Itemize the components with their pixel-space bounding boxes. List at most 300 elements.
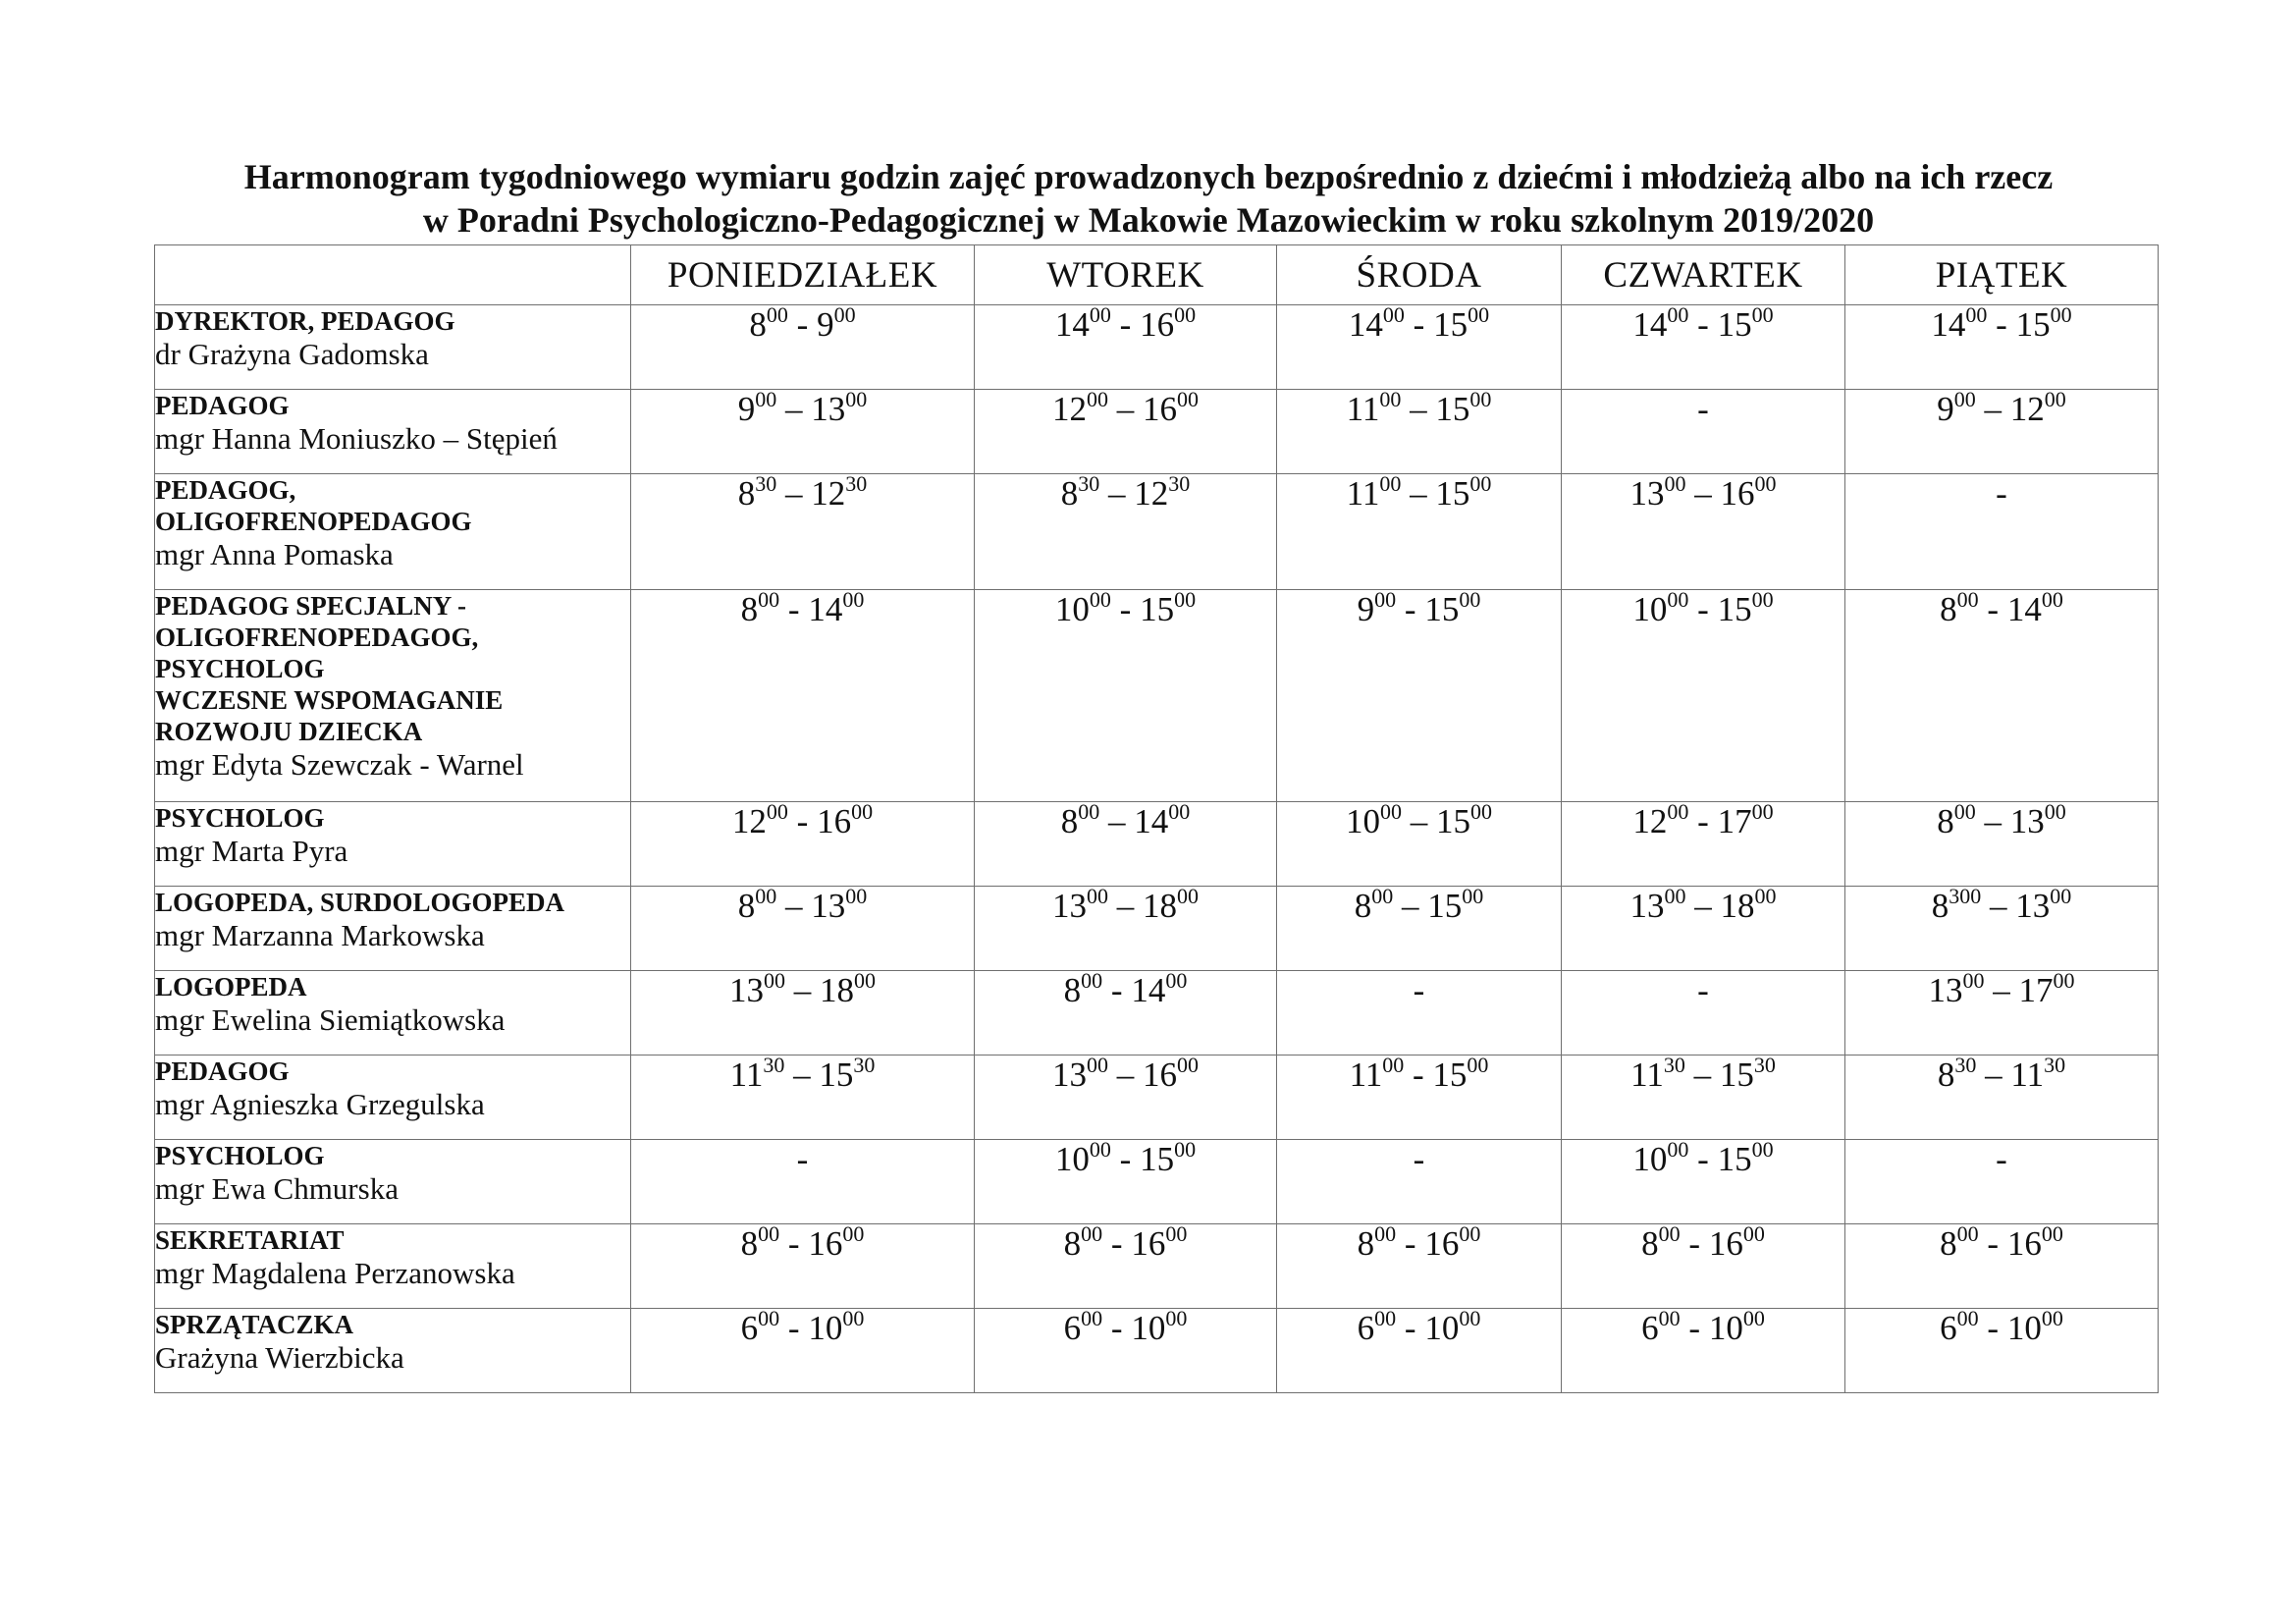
range-separator: - xyxy=(1396,1224,1425,1263)
hours-range xyxy=(740,1306,865,1347)
end-minutes: 00 xyxy=(842,1221,865,1246)
hours-range xyxy=(1632,1137,1774,1178)
start-minutes: 00 xyxy=(1953,799,1976,824)
hours-range xyxy=(1996,1140,2007,1178)
start-hour: 8 xyxy=(1931,887,1949,925)
range-separator: - xyxy=(1404,305,1434,344)
end-minutes: 00 xyxy=(1168,799,1191,824)
schedule-table xyxy=(154,244,2159,1393)
staff-role: LOGOPEDA xyxy=(155,972,307,1001)
start-minutes: 00 xyxy=(1667,1137,1689,1162)
start-hour: 13 xyxy=(1928,971,1963,1009)
hours-cell-tuesday xyxy=(975,1053,1277,1140)
hours-cell-monday xyxy=(631,1221,975,1309)
start-minutes: 00 xyxy=(1962,968,1985,993)
range-separator: - xyxy=(1688,305,1718,344)
range-separator: - xyxy=(1404,1056,1433,1094)
header-day-wednesday: ŚRODA xyxy=(1277,245,1562,305)
hours-cell-thursday xyxy=(1562,971,1845,1056)
start-hour: 13 xyxy=(1052,887,1087,925)
hours-range xyxy=(1937,387,2066,428)
end-hour: 14 xyxy=(808,590,843,628)
start-minutes: 00 xyxy=(1953,387,1976,411)
staff-role: PSYCHOLOG xyxy=(155,803,325,833)
end-minutes: 00 xyxy=(2044,799,2066,824)
start-hour: 14 xyxy=(1348,305,1383,344)
start-minutes: 00 xyxy=(1965,302,1988,327)
end-hour: 13 xyxy=(811,390,846,428)
hours-range xyxy=(1349,1053,1489,1094)
staff-role: PEDAGOG SPECJALNY - OLIGOFRENOPEDAGOG, PSYCHOLOG WCZESNE WSPOMAGANIE ROZWOJU DZIECKA xyxy=(155,591,504,746)
hours-cell-monday xyxy=(631,884,975,971)
end-hour: 16 xyxy=(1140,305,1175,344)
end-minutes: 30 xyxy=(845,471,868,496)
start-minutes: 00 xyxy=(1667,799,1689,824)
start-minutes: 00 xyxy=(1374,587,1397,612)
hours-cell-tuesday xyxy=(975,1221,1277,1309)
hours-range xyxy=(740,1221,865,1263)
no-hours-dash: - xyxy=(1413,971,1425,1009)
hours-cell-thursday xyxy=(1562,390,1845,474)
hours-cell-friday xyxy=(1845,1221,2159,1309)
end-hour: 16 xyxy=(1143,390,1177,428)
start-hour: 12 xyxy=(731,802,767,840)
start-minutes: 00 xyxy=(755,387,777,411)
hours-cell-friday xyxy=(1845,1306,2159,1393)
hours-cell-monday xyxy=(631,1306,975,1393)
start-minutes: 00 xyxy=(758,1221,780,1246)
table-row xyxy=(155,802,2159,887)
end-hour: 15 xyxy=(1432,1056,1468,1094)
hours-cell-tuesday xyxy=(975,387,1277,474)
hours-cell-tuesday xyxy=(975,302,1277,390)
staff-role: PEDAGOG xyxy=(155,391,290,420)
end-hour: 15 xyxy=(819,1056,854,1094)
end-minutes: 00 xyxy=(1469,471,1492,496)
range-separator: – xyxy=(776,887,812,925)
end-minutes: 00 xyxy=(833,302,856,327)
hours-cell-monday xyxy=(631,968,975,1056)
range-separator: - xyxy=(1688,1140,1718,1178)
start-minutes: 00 xyxy=(1374,1306,1397,1330)
hours-range xyxy=(737,471,868,513)
start-minutes: 00 xyxy=(1382,1053,1405,1077)
end-minutes: 00 xyxy=(1165,1221,1188,1246)
start-minutes: 30 xyxy=(1663,1053,1685,1077)
range-separator: - xyxy=(1987,305,2016,344)
staff-name: mgr Marzanna Markowska xyxy=(155,918,485,952)
range-separator: - xyxy=(1110,1140,1141,1178)
end-hour: 17 xyxy=(1717,802,1752,840)
hours-range xyxy=(1063,968,1188,1009)
end-minutes: 00 xyxy=(2041,587,2063,612)
start-hour: 8 xyxy=(749,305,767,344)
range-separator: – xyxy=(776,474,812,513)
hours-range xyxy=(1937,799,2066,840)
end-hour: 16 xyxy=(1708,1224,1743,1263)
range-separator: - xyxy=(1978,590,2007,628)
end-minutes: 00 xyxy=(842,1306,865,1330)
table-row xyxy=(155,474,2159,590)
staff-name: mgr Magdalena Perzanowska xyxy=(155,1256,515,1290)
hours-cell-monday xyxy=(631,387,975,474)
end-hour: 10 xyxy=(1131,1309,1166,1347)
hours-cell-thursday xyxy=(1562,587,1845,802)
start-hour: 13 xyxy=(1629,474,1665,513)
start-hour: 9 xyxy=(1357,590,1375,628)
hours-range xyxy=(1063,1306,1188,1347)
hours-cell-wednesday xyxy=(1277,587,1562,802)
staff-role: SEKRETARIAT xyxy=(155,1225,345,1255)
hours-cell-monday xyxy=(631,302,975,390)
end-minutes: 00 xyxy=(1467,1053,1489,1077)
range-separator: – xyxy=(1099,802,1135,840)
end-minutes: 00 xyxy=(2041,1221,2063,1246)
hours-cell-thursday xyxy=(1562,799,1845,887)
end-hour: 12 xyxy=(811,474,846,513)
start-hour: 9 xyxy=(1937,390,1954,428)
end-minutes: 30 xyxy=(853,1053,876,1077)
start-minutes: 00 xyxy=(1089,1137,1111,1162)
staff-cell xyxy=(155,971,631,1056)
start-minutes: 00 xyxy=(1664,471,1686,496)
hours-range xyxy=(1931,302,2072,344)
start-hour: 6 xyxy=(1063,1309,1082,1347)
range-separator: - xyxy=(1396,590,1425,628)
staff-name: mgr Agnieszka Grzegulska xyxy=(155,1087,485,1121)
start-hour: 8 xyxy=(1354,887,1372,925)
start-minutes: 00 xyxy=(1089,302,1111,327)
start-hour: 14 xyxy=(1931,305,1966,344)
hours-range xyxy=(1940,587,2063,628)
hours-range xyxy=(1641,1306,1765,1347)
hours-range xyxy=(1697,390,1709,428)
start-minutes: 300 xyxy=(1949,884,1982,908)
end-minutes: 00 xyxy=(2044,387,2066,411)
end-hour: 13 xyxy=(811,887,846,925)
range-separator: - xyxy=(779,1224,809,1263)
start-hour: 12 xyxy=(1052,390,1087,428)
end-minutes: 00 xyxy=(1468,302,1490,327)
staff-name: mgr Edyta Szewczak - Warnel xyxy=(155,747,524,782)
hours-cell-friday xyxy=(1845,302,2159,390)
hours-range xyxy=(729,968,876,1009)
end-hour: 15 xyxy=(1719,1056,1754,1094)
hours-cell-thursday xyxy=(1562,884,1845,971)
end-minutes: 00 xyxy=(1174,587,1197,612)
range-separator: – xyxy=(1684,1056,1720,1094)
no-hours-dash: - xyxy=(1697,971,1709,1009)
hours-cell-wednesday xyxy=(1277,884,1562,971)
end-hour: 9 xyxy=(817,305,834,344)
start-hour: 8 xyxy=(1063,971,1082,1009)
end-hour: 15 xyxy=(1717,590,1752,628)
end-minutes: 00 xyxy=(2050,884,2072,908)
hours-range xyxy=(1054,587,1197,628)
range-separator: – xyxy=(1976,1056,2011,1094)
staff-name: mgr Marta Pyra xyxy=(155,834,348,868)
hours-range xyxy=(749,302,856,344)
range-separator: – xyxy=(1984,971,2019,1009)
hours-cell-tuesday xyxy=(975,968,1277,1056)
no-hours-dash: - xyxy=(1996,474,2007,513)
staff-cell xyxy=(155,1056,631,1140)
end-minutes: 30 xyxy=(1168,471,1191,496)
staff-cell xyxy=(155,590,631,802)
end-hour: 15 xyxy=(1433,305,1468,344)
end-hour: 15 xyxy=(1427,887,1463,925)
start-hour: 13 xyxy=(729,971,764,1009)
staff-cell xyxy=(155,1224,631,1309)
start-minutes: 30 xyxy=(1078,471,1100,496)
end-minutes: 00 xyxy=(1462,884,1484,908)
range-separator: - xyxy=(1978,1309,2007,1347)
start-minutes: 30 xyxy=(1954,1053,1977,1077)
staff-role: PEDAGOG, OLIGOFRENOPEDAGOG xyxy=(155,475,472,536)
range-separator: - xyxy=(1102,971,1132,1009)
end-hour: 11 xyxy=(2010,1056,2045,1094)
no-hours-dash: - xyxy=(1413,1140,1425,1178)
hours-cell-wednesday xyxy=(1277,471,1562,590)
end-hour: 10 xyxy=(1708,1309,1743,1347)
start-minutes: 00 xyxy=(1371,884,1394,908)
end-hour: 16 xyxy=(1424,1224,1460,1263)
range-separator: - xyxy=(1680,1224,1709,1263)
range-separator: - xyxy=(1680,1309,1709,1347)
staff-cell xyxy=(155,887,631,971)
hours-cell-friday xyxy=(1845,968,2159,1056)
hours-cell-thursday xyxy=(1562,302,1845,390)
hours-range xyxy=(1414,1140,1425,1178)
hours-cell-wednesday xyxy=(1277,1221,1562,1309)
start-hour: 8 xyxy=(1060,802,1079,840)
end-minutes: 00 xyxy=(1751,587,1774,612)
range-separator: – xyxy=(785,971,820,1009)
start-hour: 8 xyxy=(1063,1224,1082,1263)
end-hour: 10 xyxy=(2006,1309,2042,1347)
staff-cell xyxy=(155,474,631,590)
end-minutes: 00 xyxy=(842,587,865,612)
range-separator: – xyxy=(1401,390,1436,428)
start-hour: 14 xyxy=(1632,305,1668,344)
hours-cell-thursday xyxy=(1562,471,1845,590)
hours-range xyxy=(1348,302,1490,344)
hours-cell-wednesday xyxy=(1277,1140,1562,1224)
table-row xyxy=(155,887,2159,971)
end-minutes: 00 xyxy=(1742,1221,1765,1246)
hours-cell-thursday xyxy=(1562,1053,1845,1140)
staff-cell xyxy=(155,1140,631,1224)
start-hour: 8 xyxy=(737,474,756,513)
hours-range xyxy=(1632,302,1774,344)
end-minutes: 00 xyxy=(1751,1137,1774,1162)
range-separator: – xyxy=(1685,474,1721,513)
end-minutes: 30 xyxy=(2044,1053,2066,1077)
title-line-2: w Poradni Psychologiczno-Pedagogicznej w Makowie Mazowieckim w roku szkolnym 2019/2020 xyxy=(422,200,1875,240)
range-separator: – xyxy=(1401,474,1436,513)
start-minutes: 00 xyxy=(1658,1306,1681,1330)
end-hour: 12 xyxy=(2009,390,2045,428)
range-separator: – xyxy=(1975,802,2010,840)
hours-range xyxy=(731,799,874,840)
end-minutes: 00 xyxy=(1754,471,1777,496)
end-minutes: 00 xyxy=(2041,1306,2063,1330)
table-row xyxy=(155,305,2159,390)
end-minutes: 00 xyxy=(1177,1053,1199,1077)
start-hour: 12 xyxy=(1632,802,1668,840)
start-hour: 9 xyxy=(737,390,756,428)
end-minutes: 00 xyxy=(1174,302,1197,327)
start-minutes: 00 xyxy=(1379,471,1402,496)
staff-role: PEDAGOG xyxy=(155,1056,290,1086)
staff-role: DYREKTOR, PEDAGOG xyxy=(155,306,455,336)
document-title xyxy=(118,155,2179,242)
end-minutes: 00 xyxy=(1174,1137,1197,1162)
start-minutes: 00 xyxy=(758,587,780,612)
end-minutes: 00 xyxy=(851,799,874,824)
hours-range xyxy=(729,1053,876,1094)
end-minutes: 00 xyxy=(845,884,868,908)
start-minutes: 00 xyxy=(758,1306,780,1330)
hours-cell-wednesday xyxy=(1277,799,1562,887)
start-minutes: 00 xyxy=(1078,799,1100,824)
hours-range xyxy=(1928,968,2075,1009)
hours-cell-thursday xyxy=(1562,1306,1845,1393)
hours-cell-friday xyxy=(1845,474,2159,590)
start-hour: 14 xyxy=(1054,305,1090,344)
start-minutes: 00 xyxy=(1087,387,1108,411)
end-hour: 12 xyxy=(1134,474,1169,513)
end-hour: 15 xyxy=(1424,590,1460,628)
start-hour: 11 xyxy=(729,1056,764,1094)
hours-range xyxy=(737,884,868,925)
end-hour: 16 xyxy=(808,1224,843,1263)
range-separator: - xyxy=(1110,305,1141,344)
range-separator: - xyxy=(1978,1224,2007,1263)
start-minutes: 00 xyxy=(1379,387,1402,411)
start-minutes: 00 xyxy=(1956,587,1979,612)
start-hour: 8 xyxy=(1937,1056,1955,1094)
table-row xyxy=(155,1224,2159,1309)
start-hour: 10 xyxy=(1054,1140,1090,1178)
range-separator: - xyxy=(779,1309,809,1347)
end-hour: 15 xyxy=(1140,1140,1175,1178)
start-hour: 8 xyxy=(740,590,759,628)
start-minutes: 00 xyxy=(766,799,788,824)
end-minutes: 00 xyxy=(1751,799,1774,824)
start-hour: 13 xyxy=(1052,1056,1087,1094)
end-hour: 15 xyxy=(2015,305,2051,344)
end-hour: 15 xyxy=(1717,305,1752,344)
hours-cell-friday xyxy=(1845,884,2159,971)
start-hour: 6 xyxy=(1641,1309,1659,1347)
start-hour: 8 xyxy=(1940,590,1957,628)
start-minutes: 00 xyxy=(1380,799,1402,824)
end-minutes: 00 xyxy=(1754,884,1777,908)
start-minutes: 30 xyxy=(755,471,777,496)
hours-range xyxy=(1346,387,1492,428)
end-hour: 15 xyxy=(1140,590,1175,628)
hours-range xyxy=(1357,1221,1481,1263)
range-separator: - xyxy=(1102,1224,1132,1263)
hours-cell-monday xyxy=(631,471,975,590)
end-minutes: 00 xyxy=(1165,1306,1188,1330)
hours-range xyxy=(1996,474,2007,513)
start-hour: 8 xyxy=(740,1224,759,1263)
table-row xyxy=(155,1140,2159,1224)
start-hour: 6 xyxy=(740,1309,759,1347)
header-row xyxy=(155,245,2159,305)
hours-cell-thursday xyxy=(1562,1137,1845,1224)
start-hour: 6 xyxy=(1357,1309,1375,1347)
start-hour: 6 xyxy=(1940,1309,1957,1347)
start-minutes: 00 xyxy=(1664,884,1686,908)
hours-cell-friday xyxy=(1845,799,2159,887)
end-minutes: 00 xyxy=(1742,1306,1765,1330)
start-hour: 8 xyxy=(1940,1224,1957,1263)
range-separator: - xyxy=(1396,1309,1425,1347)
hours-range xyxy=(1060,799,1191,840)
staff-cell xyxy=(155,802,631,887)
hours-cell-tuesday xyxy=(975,587,1277,802)
staff-name: Grażyna Wierzbicka xyxy=(155,1340,404,1375)
start-hour: 11 xyxy=(1630,1056,1664,1094)
schedule-body xyxy=(155,302,2159,1393)
start-hour: 8 xyxy=(1641,1224,1659,1263)
hours-cell-friday xyxy=(1845,1053,2159,1140)
range-separator: – xyxy=(1108,1056,1143,1094)
hours-range xyxy=(1414,971,1425,1009)
staff-cell xyxy=(155,390,631,474)
end-minutes: 00 xyxy=(1177,387,1199,411)
range-separator: - xyxy=(1102,1309,1132,1347)
end-hour: 15 xyxy=(1436,802,1470,840)
start-hour: 11 xyxy=(1346,390,1380,428)
hours-range xyxy=(1054,1137,1197,1178)
end-hour: 16 xyxy=(817,802,852,840)
hours-range xyxy=(1629,471,1777,513)
range-separator: – xyxy=(1393,887,1428,925)
start-hour: 10 xyxy=(1346,802,1380,840)
start-minutes: 00 xyxy=(1374,1221,1397,1246)
hours-range xyxy=(1940,1221,2063,1263)
start-hour: 11 xyxy=(1346,474,1380,513)
hours-cell-tuesday xyxy=(975,799,1277,887)
end-minutes: 00 xyxy=(1165,968,1188,993)
table-row xyxy=(155,971,2159,1056)
start-hour: 10 xyxy=(1054,590,1090,628)
hours-range xyxy=(1697,971,1709,1009)
range-separator: - xyxy=(787,305,818,344)
end-hour: 15 xyxy=(1435,390,1470,428)
end-minutes: 00 xyxy=(1459,1221,1481,1246)
hours-cell-tuesday xyxy=(975,1306,1277,1393)
range-separator: – xyxy=(1108,887,1143,925)
hours-range xyxy=(740,587,865,628)
start-minutes: 00 xyxy=(755,884,777,908)
hours-range xyxy=(1052,387,1199,428)
header-day-monday: PONIEDZIAŁEK xyxy=(631,245,975,305)
hours-cell-thursday xyxy=(1562,1221,1845,1309)
end-hour: 16 xyxy=(2006,1224,2042,1263)
staff-name: mgr Ewelina Siemiątkowska xyxy=(155,1002,506,1037)
hours-cell-monday xyxy=(631,1053,975,1140)
hours-range xyxy=(1052,1053,1199,1094)
hours-cell-tuesday xyxy=(975,1137,1277,1224)
table-row xyxy=(155,390,2159,474)
hours-range xyxy=(1641,1221,1765,1263)
end-hour: 17 xyxy=(2018,971,2054,1009)
